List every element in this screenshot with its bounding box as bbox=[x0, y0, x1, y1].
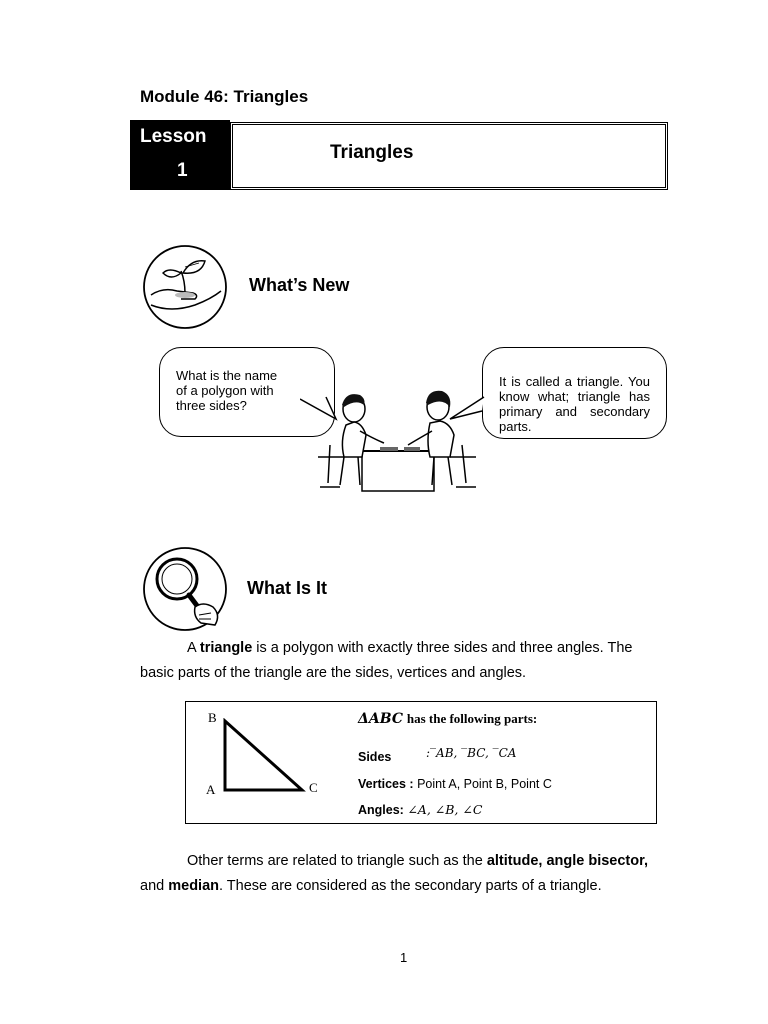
vertices-value: Point A, Point B, Point C bbox=[417, 777, 552, 791]
parts-heading bbox=[358, 710, 537, 727]
other-terms-text: . These are considered as the secondary parts of a triangle. bbox=[219, 878, 602, 894]
angles-row bbox=[358, 802, 482, 817]
vertex-label-b: B bbox=[208, 710, 217, 725]
definition-text: A bbox=[187, 640, 200, 656]
speech-bubble-right: It is called a triangle. You know what; triangle has primary and secondary parts. bbox=[482, 347, 667, 439]
lesson-title: Triangles bbox=[330, 142, 414, 163]
plant-in-hand-icon bbox=[141, 243, 229, 336]
definition-term: triangle bbox=[199, 640, 253, 656]
bubble-left-line: of a polygon with bbox=[176, 383, 274, 398]
term-altitude: altitude, angle bisector, bbox=[486, 853, 648, 869]
section-title-whats-new: What’s New bbox=[249, 275, 350, 295]
lesson-title-box bbox=[230, 122, 668, 190]
term-median: median bbox=[168, 878, 219, 894]
angles-value: ∠A, ∠B, ∠C bbox=[407, 802, 483, 817]
lesson-banner bbox=[130, 116, 668, 192]
triangle-parts-box bbox=[185, 701, 657, 824]
definition-paragraph bbox=[140, 636, 666, 686]
magnifying-glass-icon bbox=[141, 545, 229, 638]
module-title: Module 46: Triangles bbox=[140, 87, 309, 106]
sides-value: :‾AB, ‾BC, ‾CA bbox=[426, 746, 517, 760]
vertex-label-c: C bbox=[309, 780, 318, 795]
bubble-left-line: three sides? bbox=[176, 398, 247, 413]
parts-heading-text: has the following parts: bbox=[406, 711, 538, 726]
angles-label: Angles: bbox=[358, 803, 404, 817]
students-at-desk-illustration bbox=[300, 385, 490, 500]
definition-text: is a polygon with exactly three sides and three angles. The basic parts of the triangle are the sides, vertices and angles. bbox=[140, 640, 633, 681]
vertices-label: Vertices : bbox=[358, 777, 414, 791]
bubble-left-line: What is the name bbox=[176, 368, 278, 383]
lesson-number: 1 bbox=[177, 160, 188, 181]
section-title-what-is-it: What Is It bbox=[247, 578, 327, 598]
vertices-row bbox=[358, 777, 552, 791]
lesson-label: Lesson bbox=[140, 126, 207, 147]
other-terms-paragraph bbox=[140, 849, 666, 899]
lesson-label-block bbox=[130, 120, 230, 190]
right-triangle-figure bbox=[222, 718, 308, 794]
sides-label: Sides bbox=[358, 750, 392, 764]
vertex-label-a: A bbox=[206, 782, 216, 797]
other-terms-text: and bbox=[140, 878, 169, 894]
other-terms-text: Other terms are related to triangle such as the bbox=[187, 853, 487, 869]
page-number: 1 bbox=[400, 950, 408, 965]
triangle-symbol: ΔABC bbox=[358, 711, 403, 727]
